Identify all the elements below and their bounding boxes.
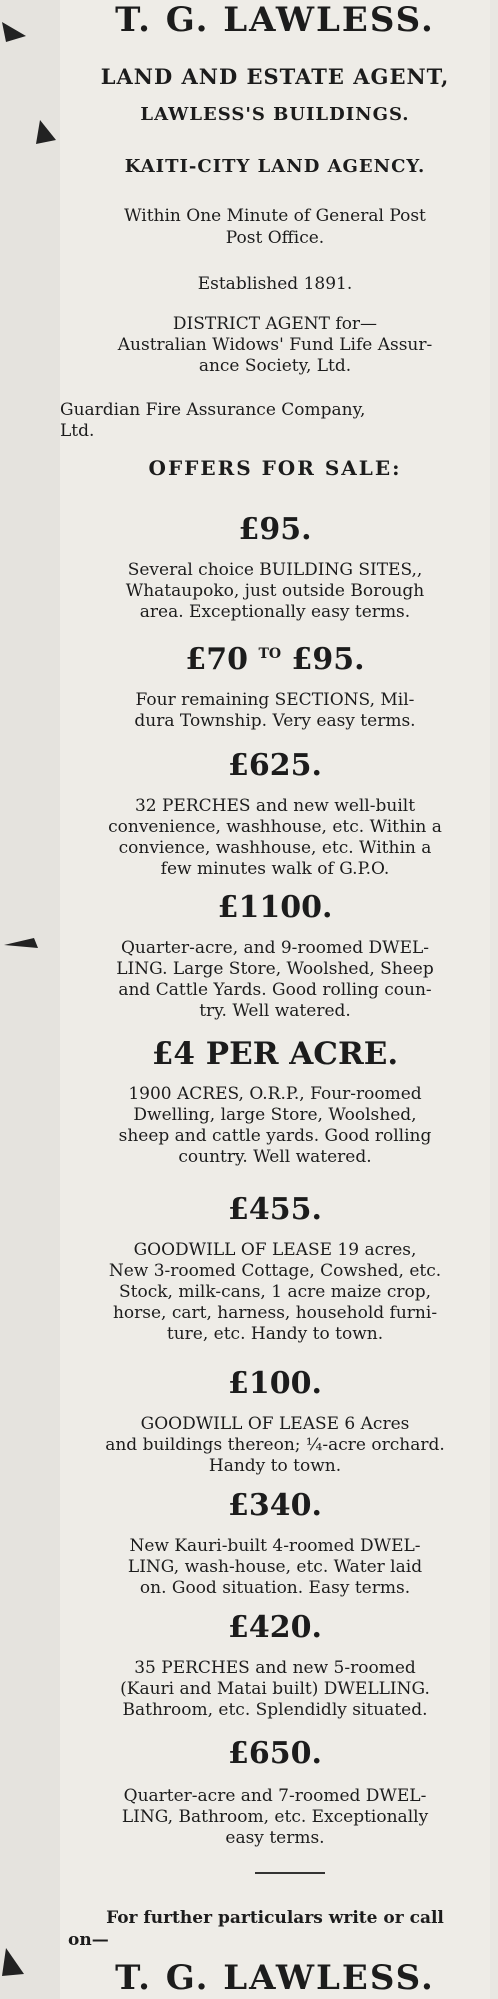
listing-price: £625. [228, 748, 322, 783]
listing-text: sheep and cattle yards. Good rolling [118, 1126, 432, 1146]
advertisement-column [60, 0, 490, 1999]
listing-text: Stock, milk-cans, 1 acre maize crop, [119, 1282, 431, 1302]
district-agent-line: Australian Widows' Fund Life Assur- [117, 335, 433, 355]
listing-text: 1900 ACRES, O.R.P., Four-roomed [128, 1084, 422, 1104]
listing-text: Whataupoko, just outside Borough [125, 581, 425, 601]
listing-text: Bathroom, etc. Splendidly situated. [122, 1700, 428, 1720]
listing-price: £1100. [217, 890, 333, 925]
listing-text: try. Well watered. [199, 1001, 351, 1021]
listing-text: few minutes walk of G.P.O. [160, 859, 390, 879]
listing-text: Handy to town. [208, 1456, 342, 1476]
listing-text: horse, cart, harness, household furni- [112, 1303, 438, 1323]
listing-price: £650. [228, 1736, 322, 1771]
ink-mark-icon [2, 22, 28, 44]
footer-line: on— [68, 1930, 109, 1950]
listing-price: £340. [228, 1488, 322, 1523]
listing-price: £100. [228, 1366, 322, 1401]
ink-mark-icon [4, 938, 38, 952]
guardian-line: Ltd. [60, 421, 95, 441]
offers-heading: OFFERS FOR SALE: [148, 456, 402, 480]
listing-text: 32 PERCHES and new well-built [134, 796, 416, 816]
listing-text: 35 PERCHES and new 5-roomed [134, 1658, 416, 1678]
listing-text: easy terms. [225, 1828, 325, 1848]
listing-text: Dwelling, large Store, Woolshed, [133, 1105, 417, 1125]
listing-text: New 3-roomed Cottage, Cowshed, etc. [108, 1261, 442, 1281]
location-line: Within One Minute of General Post [124, 206, 426, 226]
listing-text: ture, etc. Handy to town. [166, 1324, 384, 1344]
listing-text: New Kauri-built 4-roomed DWEL- [129, 1536, 421, 1556]
guardian-line: Guardian Fire Assurance Company, [60, 400, 366, 420]
page-margin [0, 0, 60, 1999]
price-to: £95. [291, 642, 365, 677]
listing-text: Several choice BUILDING SITES,, [127, 560, 423, 580]
listing-text: (Kauri and Matai built) DWELLING. [120, 1679, 430, 1699]
listing-text: GOODWILL OF LEASE 19 acres, [133, 1240, 417, 1260]
price-to-word: TO [258, 646, 282, 662]
listing-text: Quarter-acre and 7-roomed DWEL- [123, 1786, 427, 1806]
listing-price [60, 642, 490, 677]
ink-mark-icon [36, 120, 58, 146]
listing-text: LING, wash-house, etc. Water laid [127, 1557, 423, 1577]
listing-price: £95. [238, 512, 312, 547]
listing-text: convenience, washhouse, etc. Within a [108, 817, 442, 837]
advertiser-name: T. G. LAWLESS. [115, 0, 435, 40]
buildings-line: LAWLESS'S BUILDINGS. [140, 104, 410, 125]
listing-text: LING. Large Store, Woolshed, Sheep [116, 959, 434, 979]
listing-text: Four remaining SECTIONS, Mil- [135, 690, 415, 710]
listing-price: £420. [228, 1610, 322, 1645]
listing-text: and Cattle Yards. Good rolling coun- [118, 980, 432, 1000]
agency-line: KAITI-CITY LAND AGENCY. [124, 156, 426, 177]
price-from: £70 [185, 642, 248, 677]
listing-text: dura Township. Very easy terms. [134, 711, 416, 731]
listing-text: GOODWILL OF LEASE 6 Acres [140, 1414, 410, 1434]
listing-text: country. Well watered. [178, 1147, 372, 1167]
footer-name: T. G. LAWLESS. [115, 1958, 435, 1998]
listing-text: on. Good situation. Easy terms. [139, 1578, 411, 1598]
listing-text: and buildings thereon; ¼-acre orchard. [105, 1435, 445, 1455]
established-line: Established 1891. [197, 274, 353, 294]
listing-text: convience, washhouse, etc. Within a [118, 838, 432, 858]
location-line: Post Office. [225, 228, 325, 248]
district-agent-line: ance Society, Ltd. [198, 356, 352, 376]
listing-price: £455. [228, 1192, 322, 1227]
agent-title: LAND AND ESTATE AGENT, [100, 64, 450, 89]
footer-line: For further particulars write or call [106, 1908, 444, 1928]
district-agent-line: DISTRICT AGENT for— [172, 314, 378, 334]
listing-text: LING, Bathroom, etc. Exceptionally [121, 1807, 429, 1827]
listing-price: £4 PER ACRE. [151, 1036, 399, 1072]
divider [255, 1872, 325, 1874]
listing-text: Quarter-acre, and 9-roomed DWEL- [120, 938, 430, 958]
ink-mark-icon [2, 1948, 26, 1978]
listing-text: area. Exceptionally easy terms. [139, 602, 411, 622]
